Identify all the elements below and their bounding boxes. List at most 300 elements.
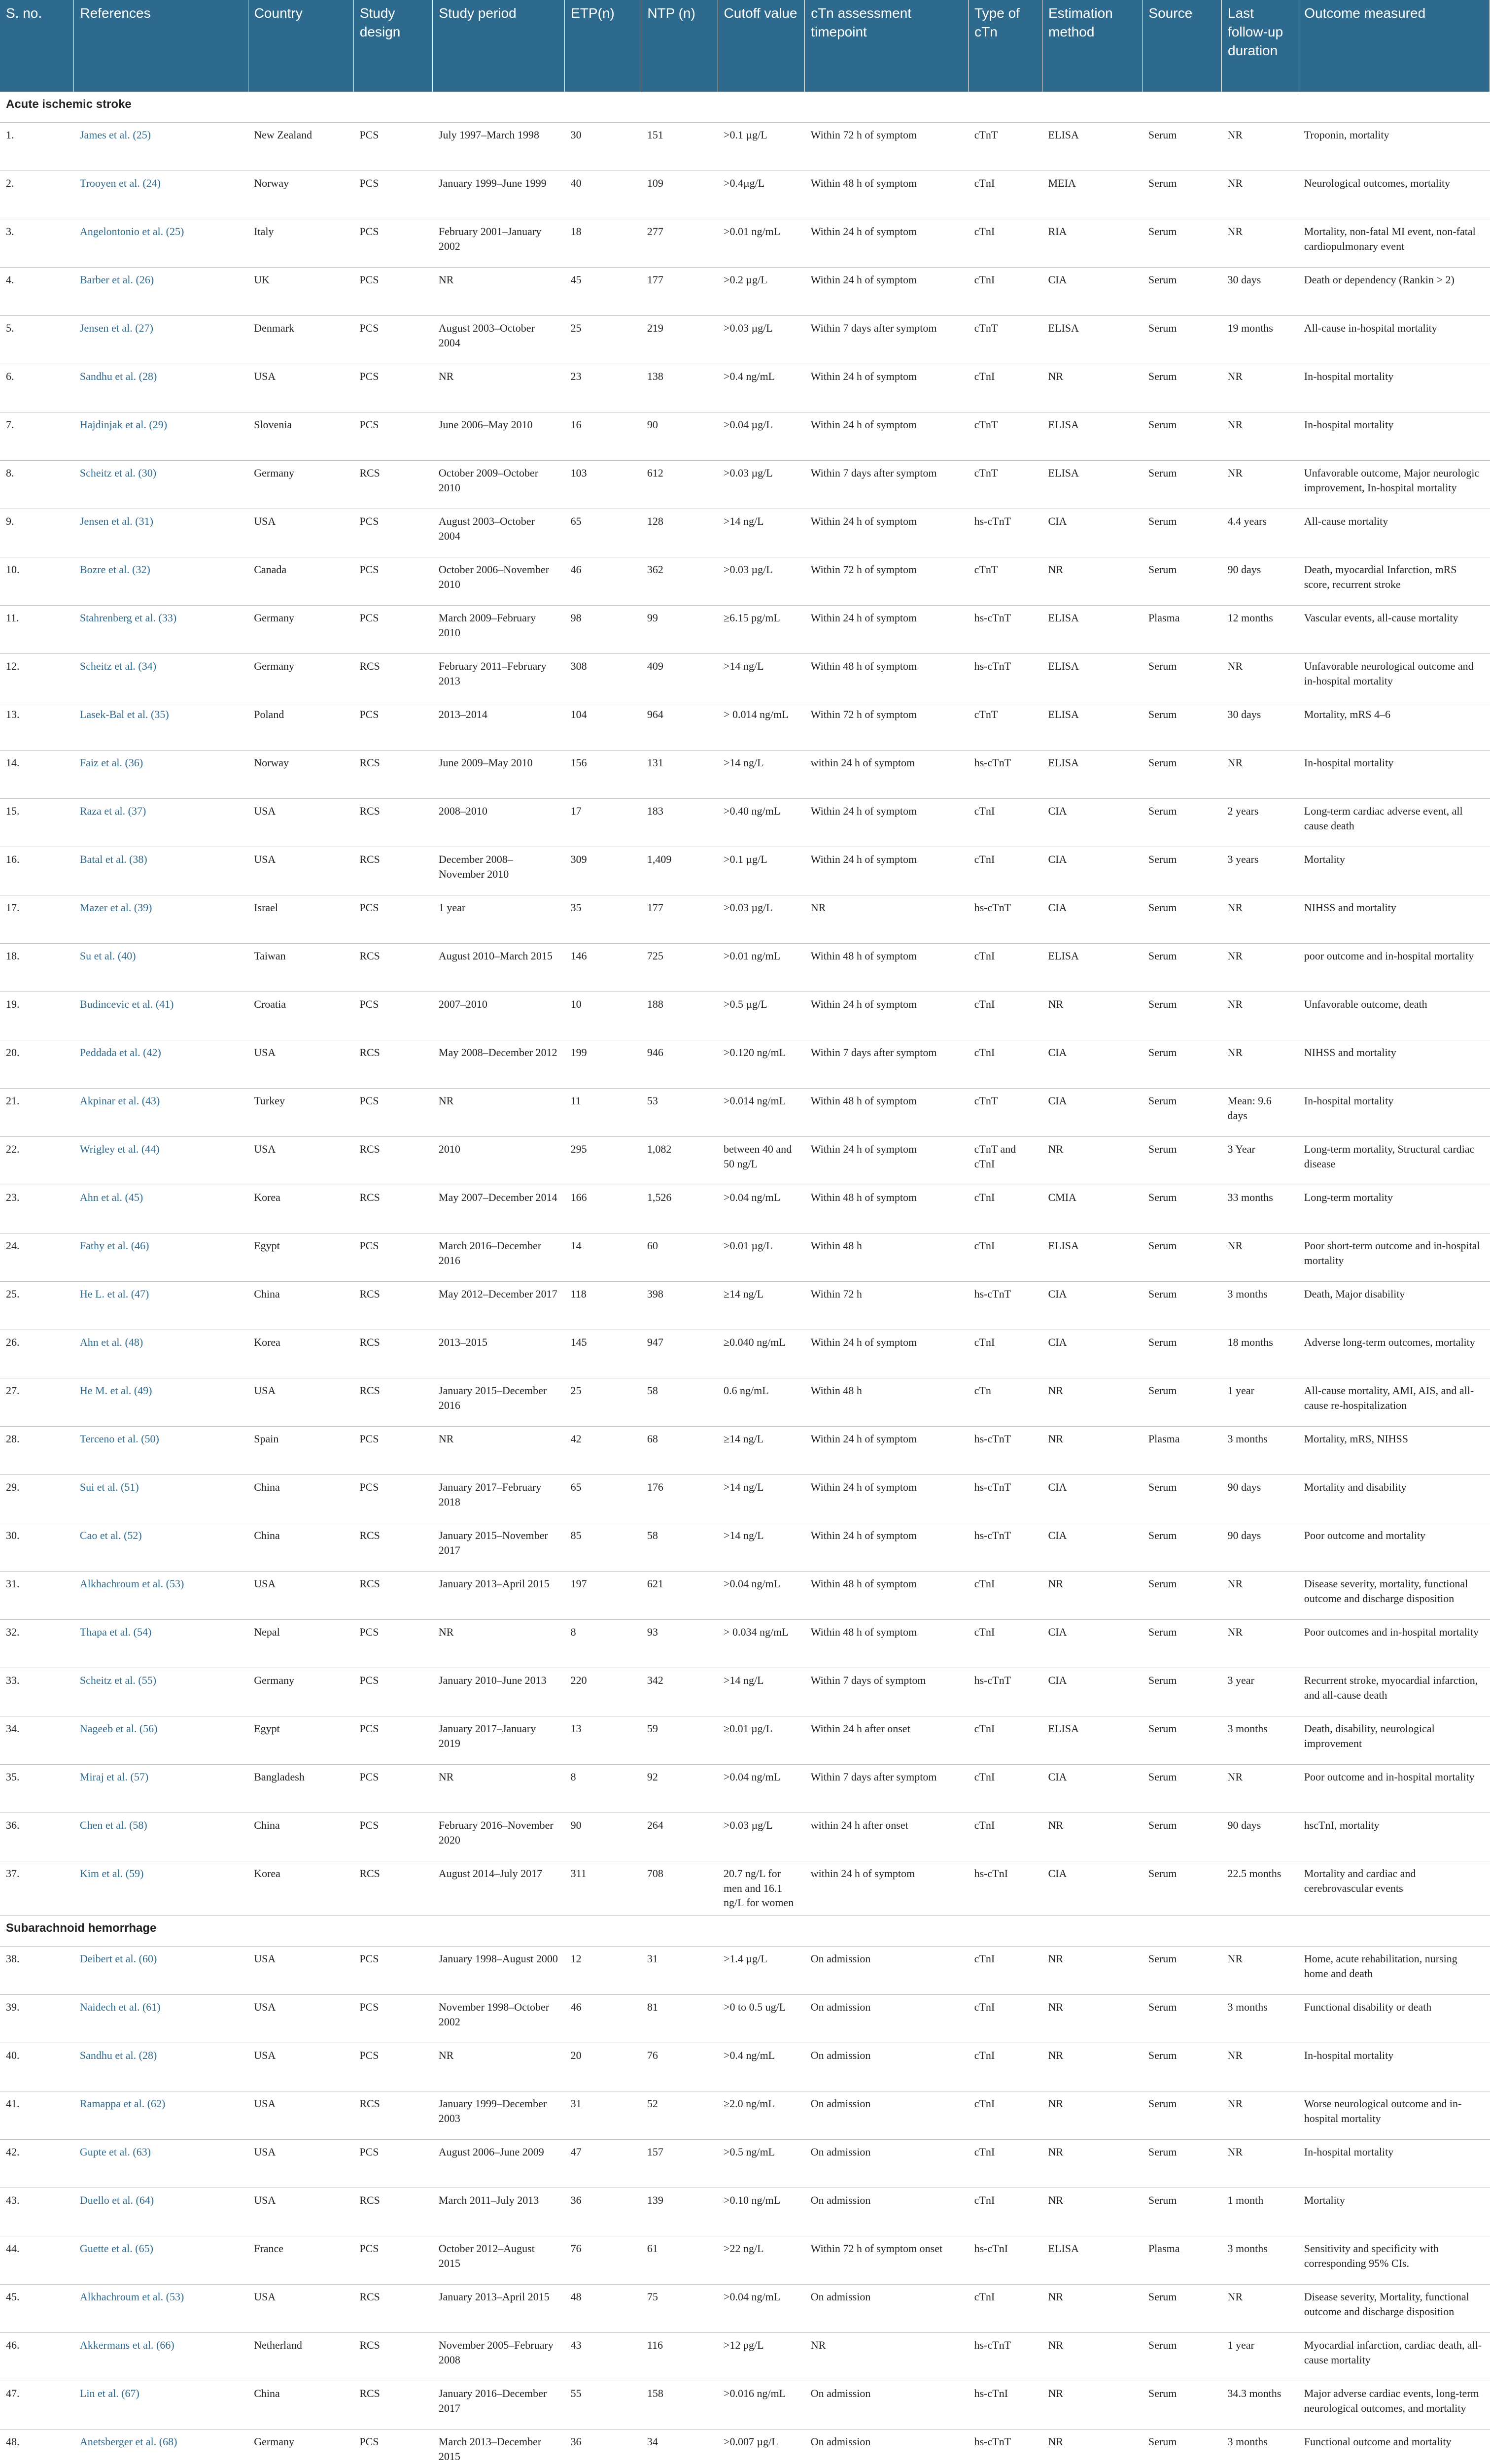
table-cell: >0.40 ng/mL xyxy=(718,799,805,847)
table-row xyxy=(0,268,1490,316)
table-cell: Within 48 h of symptom xyxy=(805,171,969,219)
table-cell: 3 months xyxy=(1222,1427,1298,1475)
table-cell: >14 ng/L xyxy=(718,654,805,702)
table-cell: RCS xyxy=(353,751,433,799)
table-cell: NR xyxy=(1222,944,1298,992)
table-cell: Korea xyxy=(248,1330,353,1378)
reference-link[interactable]: Hajdinjak et al. (29) xyxy=(79,418,168,431)
table-cell: PCS xyxy=(353,412,433,461)
table-cell: January 2015–November 2017 xyxy=(433,1523,565,1572)
reference-link[interactable]: Su et al. (40) xyxy=(79,950,136,962)
reference-link[interactable]: He L. et al. (47) xyxy=(79,1288,149,1300)
reference-link[interactable]: Naidech et al. (61) xyxy=(79,2001,161,2014)
table-cell: Serum xyxy=(1143,2091,1222,2140)
table-cell: Germany xyxy=(248,461,353,509)
reference-link[interactable]: Thapa et al. (54) xyxy=(79,1626,152,1638)
table-cell: PCS xyxy=(353,702,433,751)
reference-link[interactable]: Scheitz et al. (55) xyxy=(79,1674,157,1686)
table-cell: 16. xyxy=(0,847,74,895)
table-cell xyxy=(74,895,248,944)
table-cell: PCS xyxy=(353,2043,433,2091)
table-cell: 81 xyxy=(641,1995,718,2043)
reference-link[interactable]: Akpinar et al. (43) xyxy=(79,1095,160,1107)
reference-link[interactable]: Fathy et al. (46) xyxy=(79,1239,149,1252)
table-cell: CIA xyxy=(1042,799,1143,847)
table-cell: 31 xyxy=(565,2091,641,2140)
table-cell: Within 24 h of symptom xyxy=(805,412,969,461)
table-cell: cTnT xyxy=(969,461,1042,509)
reference-link[interactable]: Scheitz et al. (34) xyxy=(79,660,157,672)
table-cell: Serum xyxy=(1143,992,1222,1040)
table-cell: 5. xyxy=(0,316,74,364)
table-cell: Serum xyxy=(1143,1620,1222,1668)
table-row xyxy=(0,1620,1490,1668)
table-cell: 128 xyxy=(641,509,718,557)
table-cell: January 2010–June 2013 xyxy=(433,1668,565,1716)
table-cell: 44. xyxy=(0,2236,74,2285)
table-cell: ELISA xyxy=(1042,751,1143,799)
table-cell xyxy=(74,316,248,364)
table-cell: PCS xyxy=(353,219,433,268)
table-row xyxy=(0,1813,1490,1861)
table-cell: 46. xyxy=(0,2333,74,2381)
table-row xyxy=(0,2140,1490,2188)
table-cell xyxy=(74,268,248,316)
table-cell: 32. xyxy=(0,1620,74,1668)
table-cell: 58 xyxy=(641,1523,718,1572)
table-cell: PCS xyxy=(353,1089,433,1137)
reference-link[interactable]: Anetsberger et al. (68) xyxy=(79,2435,177,2448)
table-cell: CIA xyxy=(1042,1282,1143,1330)
table-cell: 68 xyxy=(641,1427,718,1475)
reference-link[interactable]: Peddada et al. (42) xyxy=(79,1046,161,1059)
table-cell: 23 xyxy=(565,364,641,412)
table-cell: NR xyxy=(1222,2043,1298,2091)
table-cell: USA xyxy=(248,2140,353,2188)
reference-link[interactable]: Sandhu et al. (28) xyxy=(79,2049,157,2062)
table-cell: Within 48 h of symptom xyxy=(805,1089,969,1137)
table-cell: November 1998–October 2002 xyxy=(433,1995,565,2043)
table-cell: 398 xyxy=(641,1282,718,1330)
table-cell: Within 72 h of symptom xyxy=(805,702,969,751)
table-cell: 40. xyxy=(0,2043,74,2091)
table-cell: 34.3 months xyxy=(1222,2381,1298,2430)
table-cell xyxy=(74,606,248,654)
table-cell: USA xyxy=(248,2285,353,2333)
table-cell xyxy=(74,171,248,219)
table-cell xyxy=(74,2381,248,2430)
table-cell: ELISA xyxy=(1042,606,1143,654)
table-cell: cTnI xyxy=(969,268,1042,316)
table-cell: Poor short-term outcome and in-hospital mortality xyxy=(1298,1233,1490,1282)
table-cell: 99 xyxy=(641,606,718,654)
table-cell: 0.6 ng/mL xyxy=(718,1378,805,1427)
table-cell: Death or dependency (Rankin > 2) xyxy=(1298,268,1490,316)
table-cell: poor outcome and in-hospital mortality xyxy=(1298,944,1490,992)
table-cell: ≥14 ng/L xyxy=(718,1427,805,1475)
table-cell: 612 xyxy=(641,461,718,509)
table-cell: 20.7 ng/L for men and 16.1 ng/L for women xyxy=(718,1861,805,1916)
table-cell xyxy=(74,2140,248,2188)
table-cell: Germany xyxy=(248,1668,353,1716)
reference-link[interactable]: He M. et al. (49) xyxy=(79,1384,152,1397)
reference-link[interactable]: Nageeb et al. (56) xyxy=(79,1722,158,1735)
reference-link[interactable]: Sui et al. (51) xyxy=(79,1481,139,1493)
table-cell: In-hospital mortality xyxy=(1298,364,1490,412)
reference-link[interactable]: Trooyen et al. (24) xyxy=(79,177,161,189)
reference-link[interactable]: Jensen et al. (31) xyxy=(79,515,153,527)
reference-link[interactable]: Jensen et al. (27) xyxy=(79,322,153,334)
table-cell xyxy=(74,799,248,847)
table-cell: ≥0.040 ng/mL xyxy=(718,1330,805,1378)
reference-link[interactable]: Miraj et al. (57) xyxy=(79,1771,149,1783)
table-row xyxy=(0,1861,1490,1916)
table-body xyxy=(0,92,1490,2464)
table-cell: 2013–2015 xyxy=(433,1330,565,1378)
table-cell: >0.03 µg/L xyxy=(718,461,805,509)
table-cell: Serum xyxy=(1143,1668,1222,1716)
table-cell: cTnI xyxy=(969,219,1042,268)
reference-link[interactable]: Kim et al. (59) xyxy=(79,1867,144,1880)
table-cell: PCS xyxy=(353,2236,433,2285)
table-row xyxy=(0,1233,1490,1282)
table-cell: Poor outcomes and in-hospital mortality xyxy=(1298,1620,1490,1668)
table-cell: Israel xyxy=(248,895,353,944)
reference-link[interactable]: Barber et al. (26) xyxy=(79,274,154,286)
table-cell: 6. xyxy=(0,364,74,412)
table-cell: Home, acute rehabilitation, nursing home and death xyxy=(1298,1947,1490,1995)
table-cell: NR xyxy=(1042,1137,1143,1185)
table-cell: PCS xyxy=(353,606,433,654)
table-cell: August 2006–June 2009 xyxy=(433,2140,565,2188)
table-cell: CIA xyxy=(1042,1620,1143,1668)
reference-link[interactable]: Budincevic et al. (41) xyxy=(79,998,174,1010)
table-cell: Within 48 h of symptom xyxy=(805,654,969,702)
table-cell: Serum xyxy=(1143,1089,1222,1137)
table-cell: Unfavorable outcome, death xyxy=(1298,992,1490,1040)
table-cell: 76 xyxy=(641,2043,718,2091)
table-cell: Mortality, mRS, NIHSS xyxy=(1298,1427,1490,1475)
table-cell: NR xyxy=(1222,2285,1298,2333)
table-cell: cTnI xyxy=(969,2285,1042,2333)
table-cell: ≥0.01 µg/L xyxy=(718,1716,805,1765)
table-cell: Serum xyxy=(1143,895,1222,944)
table-row xyxy=(0,654,1490,702)
reference-link[interactable]: James et al. (25) xyxy=(79,129,151,141)
table-cell xyxy=(74,1089,248,1137)
table-cell: cTnI xyxy=(969,2091,1042,2140)
table-cell: February 2011–February 2013 xyxy=(433,654,565,702)
table-cell: 946 xyxy=(641,1040,718,1089)
table-cell: NR xyxy=(1222,1040,1298,1089)
table-row xyxy=(0,1089,1490,1137)
reference-link[interactable]: Gupte et al. (63) xyxy=(79,2146,151,2158)
table-cell: Death, myocardial Infarction, mRS score, recurrent stroke xyxy=(1298,557,1490,606)
table-cell: New Zealand xyxy=(248,123,353,171)
table-cell: >14 ng/L xyxy=(718,1668,805,1716)
table-cell: NR xyxy=(1042,1947,1143,1995)
table-cell: 8 xyxy=(565,1620,641,1668)
table-cell: Plasma xyxy=(1143,606,1222,654)
table-cell: 12. xyxy=(0,654,74,702)
table-cell: 22.5 months xyxy=(1222,1861,1298,1916)
table-cell: 35 xyxy=(565,895,641,944)
table-row xyxy=(0,461,1490,509)
table-cell: CIA xyxy=(1042,895,1143,944)
table-cell: PCS xyxy=(353,992,433,1040)
reference-link[interactable]: Guette et al. (65) xyxy=(79,2242,153,2255)
table-row xyxy=(0,1475,1490,1523)
table-cell: Within 24 h of symptom xyxy=(805,364,969,412)
table-cell: RIA xyxy=(1042,219,1143,268)
table-cell: Serum xyxy=(1143,1995,1222,2043)
table-cell xyxy=(74,2236,248,2285)
table-cell: May 2008–December 2012 xyxy=(433,1040,565,1089)
table-cell: Germany xyxy=(248,606,353,654)
reference-link[interactable]: Deibert et al. (60) xyxy=(79,1952,157,1965)
table-cell: CIA xyxy=(1042,847,1143,895)
reference-link[interactable]: Batal et al. (38) xyxy=(79,853,147,865)
column-header: Type of cTn xyxy=(969,0,1042,92)
table-cell xyxy=(74,1330,248,1378)
table-cell: NR xyxy=(1222,1572,1298,1620)
table-cell: 21. xyxy=(0,1089,74,1137)
table-cell xyxy=(74,1716,248,1765)
table-row xyxy=(0,751,1490,799)
table-cell: 295 xyxy=(565,1137,641,1185)
table-cell: Serum xyxy=(1143,1813,1222,1861)
table-cell: 25 xyxy=(565,1378,641,1427)
reference-link[interactable]: Raza et al. (37) xyxy=(79,805,146,817)
table-cell xyxy=(74,1620,248,1668)
table-cell: 118 xyxy=(565,1282,641,1330)
table-cell: August 2010–March 2015 xyxy=(433,944,565,992)
reference-link[interactable]: Wrigley et al. (44) xyxy=(79,1143,160,1155)
table-cell: Serum xyxy=(1143,1282,1222,1330)
table-cell: July 1997–March 1998 xyxy=(433,123,565,171)
table-cell: hs-cTnT xyxy=(969,2430,1042,2464)
table-cell: 4.4 years xyxy=(1222,509,1298,557)
table-cell: USA xyxy=(248,2188,353,2236)
table-cell: 151 xyxy=(641,123,718,171)
table-cell: >0.03 µg/L xyxy=(718,1813,805,1861)
table-cell: NR xyxy=(1042,992,1143,1040)
table-cell: >12 pg/L xyxy=(718,2333,805,2381)
table-cell: August 2003–October 2004 xyxy=(433,509,565,557)
table-cell: 28. xyxy=(0,1427,74,1475)
table-cell xyxy=(74,2091,248,2140)
reference-link[interactable]: Sandhu et al. (28) xyxy=(79,370,157,382)
table-cell: China xyxy=(248,1813,353,1861)
table-cell: NR xyxy=(433,1620,565,1668)
table-cell xyxy=(74,751,248,799)
table-cell: PCS xyxy=(353,895,433,944)
table-cell: Serum xyxy=(1143,461,1222,509)
reference-link[interactable]: Faiz et al. (36) xyxy=(79,756,143,769)
table-cell xyxy=(74,1765,248,1813)
table-cell: RCS xyxy=(353,654,433,702)
table-cell: NR xyxy=(1222,412,1298,461)
table-cell: 93 xyxy=(641,1620,718,1668)
table-cell: > 0.034 ng/mL xyxy=(718,1620,805,1668)
reference-link[interactable]: Cao et al. (52) xyxy=(79,1529,142,1541)
reference-link[interactable]: Ramappa et al. (62) xyxy=(79,2097,166,2110)
table-cell: Recurrent stroke, myocardial infarction, and all-cause death xyxy=(1298,1668,1490,1716)
table-cell: Within 48 h of symptom xyxy=(805,1185,969,1233)
table-cell: January 2017–January 2019 xyxy=(433,1716,565,1765)
table-cell: 30 xyxy=(565,123,641,171)
table-cell: cTnI xyxy=(969,2043,1042,2091)
table-cell: cTnT and cTnI xyxy=(969,1137,1042,1185)
table-cell: Slovenia xyxy=(248,412,353,461)
table-cell: PCS xyxy=(353,2140,433,2188)
table-cell: 131 xyxy=(641,751,718,799)
table-cell: USA xyxy=(248,1040,353,1089)
table-cell: Serum xyxy=(1143,509,1222,557)
table-cell: Within 7 days after symptom xyxy=(805,1040,969,1089)
table-cell: hs-cTnT xyxy=(969,654,1042,702)
table-cell: 19 months xyxy=(1222,316,1298,364)
column-header: Cutoff value xyxy=(718,0,805,92)
table-cell: 12 xyxy=(565,1947,641,1995)
table-cell: 1,409 xyxy=(641,847,718,895)
table-cell: ≥14 ng/L xyxy=(718,1282,805,1330)
table-row xyxy=(0,412,1490,461)
table-cell: CIA xyxy=(1042,1523,1143,1572)
table-cell: NR xyxy=(1042,2043,1143,2091)
reference-link[interactable]: Mazer et al. (39) xyxy=(79,901,152,914)
table-cell: RCS xyxy=(353,944,433,992)
table-row xyxy=(0,1040,1490,1089)
table-cell: hs-cTnT xyxy=(969,509,1042,557)
table-cell: 158 xyxy=(641,2381,718,2430)
table-cell: cTnI xyxy=(969,799,1042,847)
table-cell: >0.01 ng/mL xyxy=(718,944,805,992)
table-cell xyxy=(74,1947,248,1995)
reference-link[interactable]: Ahn et al. (45) xyxy=(79,1191,143,1203)
column-header: cTn assessment timepoint xyxy=(805,0,969,92)
table-cell: >0.04 µg/L xyxy=(718,412,805,461)
table-cell: Sensitivity and specificity with corresponding 95% CIs. xyxy=(1298,2236,1490,2285)
reference-link[interactable]: Terceno et al. (50) xyxy=(79,1433,159,1445)
table-cell: RCS xyxy=(353,1040,433,1089)
table-cell: Serum xyxy=(1143,123,1222,171)
table-cell: In-hospital mortality xyxy=(1298,751,1490,799)
table-cell: USA xyxy=(248,799,353,847)
table-cell: 2010 xyxy=(433,1137,565,1185)
table-row xyxy=(0,895,1490,944)
table-cell: 176 xyxy=(641,1475,718,1523)
table-cell xyxy=(74,2430,248,2464)
table-cell: NR xyxy=(1222,992,1298,1040)
table-cell: 35. xyxy=(0,1765,74,1813)
table-cell: 309 xyxy=(565,847,641,895)
table-cell: NIHSS and mortality xyxy=(1298,895,1490,944)
column-header: Country xyxy=(248,0,353,92)
table-cell: 13. xyxy=(0,702,74,751)
table-cell: 14 xyxy=(565,1233,641,1282)
table-cell: June 2006–May 2010 xyxy=(433,412,565,461)
table-cell: hs-cTnT xyxy=(969,1523,1042,1572)
table-cell: 188 xyxy=(641,992,718,1040)
table-cell: 18 months xyxy=(1222,1330,1298,1378)
table-cell: >0.04 ng/mL xyxy=(718,1572,805,1620)
table-cell: 342 xyxy=(641,1668,718,1716)
table-cell: cTnI xyxy=(969,1947,1042,1995)
table-cell: Serum xyxy=(1143,2188,1222,2236)
table-cell: cTnI xyxy=(969,1620,1042,1668)
reference-link[interactable]: Akkermans et al. (66) xyxy=(79,2339,174,2352)
table-cell: cTnI xyxy=(969,1233,1042,1282)
table-cell: PCS xyxy=(353,2430,433,2464)
reference-link[interactable]: Ahn et al. (48) xyxy=(79,1336,143,1348)
table-cell: Within 24 h of symptom xyxy=(805,1475,969,1523)
table-cell: Unfavorable outcome, Major neurologic improvement, In-hospital mortality xyxy=(1298,461,1490,509)
table-cell: PCS xyxy=(353,171,433,219)
table-cell: cTnT xyxy=(969,412,1042,461)
table-cell: cTnI xyxy=(969,364,1042,412)
table-cell: >0.120 ng/mL xyxy=(718,1040,805,1089)
table-cell: 156 xyxy=(565,751,641,799)
table-cell: USA xyxy=(248,1995,353,2043)
table-cell: cTnT xyxy=(969,316,1042,364)
table-cell: 3 months xyxy=(1222,2430,1298,2464)
table-cell: >0.04 ng/mL xyxy=(718,2285,805,2333)
reference-link[interactable]: Scheitz et al. (30) xyxy=(79,467,157,479)
table-cell xyxy=(74,2285,248,2333)
table-cell: USA xyxy=(248,847,353,895)
table-cell: Poor outcome and mortality xyxy=(1298,1523,1490,1572)
table-cell: RCS xyxy=(353,1185,433,1233)
table-cell: Myocardial infarction, cardiac death, all-cause mortality xyxy=(1298,2333,1490,2381)
table-cell: Serum xyxy=(1143,1716,1222,1765)
table-cell: >14 ng/L xyxy=(718,751,805,799)
table-cell: 9. xyxy=(0,509,74,557)
reference-link[interactable]: Bozre et al. (32) xyxy=(79,563,150,576)
table-cell xyxy=(74,364,248,412)
table-cell: NR xyxy=(1042,364,1143,412)
table-cell: January 1999–December 2003 xyxy=(433,2091,565,2140)
table-cell: Within 24 h of symptom xyxy=(805,1330,969,1378)
table-cell: 2 years xyxy=(1222,799,1298,847)
table-row xyxy=(0,847,1490,895)
table-row xyxy=(0,944,1490,992)
table-cell: 725 xyxy=(641,944,718,992)
table-cell: cTnT xyxy=(969,1089,1042,1137)
table-cell: Within 24 h of symptom xyxy=(805,268,969,316)
table-cell: Within 48 h of symptom xyxy=(805,1620,969,1668)
table-cell: hscTnI, mortality xyxy=(1298,1813,1490,1861)
reference-link[interactable]: Alkhachroum et al. (53) xyxy=(79,1577,184,1590)
reference-link[interactable]: Lin et al. (67) xyxy=(79,2387,139,2400)
reference-link[interactable]: Stahrenberg et al. (33) xyxy=(79,612,177,624)
reference-link[interactable]: Angelontonio et al. (25) xyxy=(79,225,184,238)
table-cell xyxy=(74,992,248,1040)
table-cell: Croatia xyxy=(248,992,353,1040)
reference-link[interactable]: Duello et al. (64) xyxy=(79,2194,154,2207)
table-cell: ≥2.0 ng/mL xyxy=(718,2091,805,2140)
reference-link[interactable]: Chen et al. (58) xyxy=(79,1819,147,1831)
column-header: ETP(n) xyxy=(565,0,641,92)
table-cell: RCS xyxy=(353,1330,433,1378)
table-cell: Serum xyxy=(1143,2285,1222,2333)
table-cell: >0.03 µg/L xyxy=(718,895,805,944)
table-cell: >0.1 µg/L xyxy=(718,123,805,171)
table-cell xyxy=(74,1282,248,1330)
reference-link[interactable]: Lasek-Bal et al. (35) xyxy=(79,708,169,720)
reference-link[interactable]: Alkhachroum et al. (53) xyxy=(79,2291,184,2303)
table-cell: Poland xyxy=(248,702,353,751)
